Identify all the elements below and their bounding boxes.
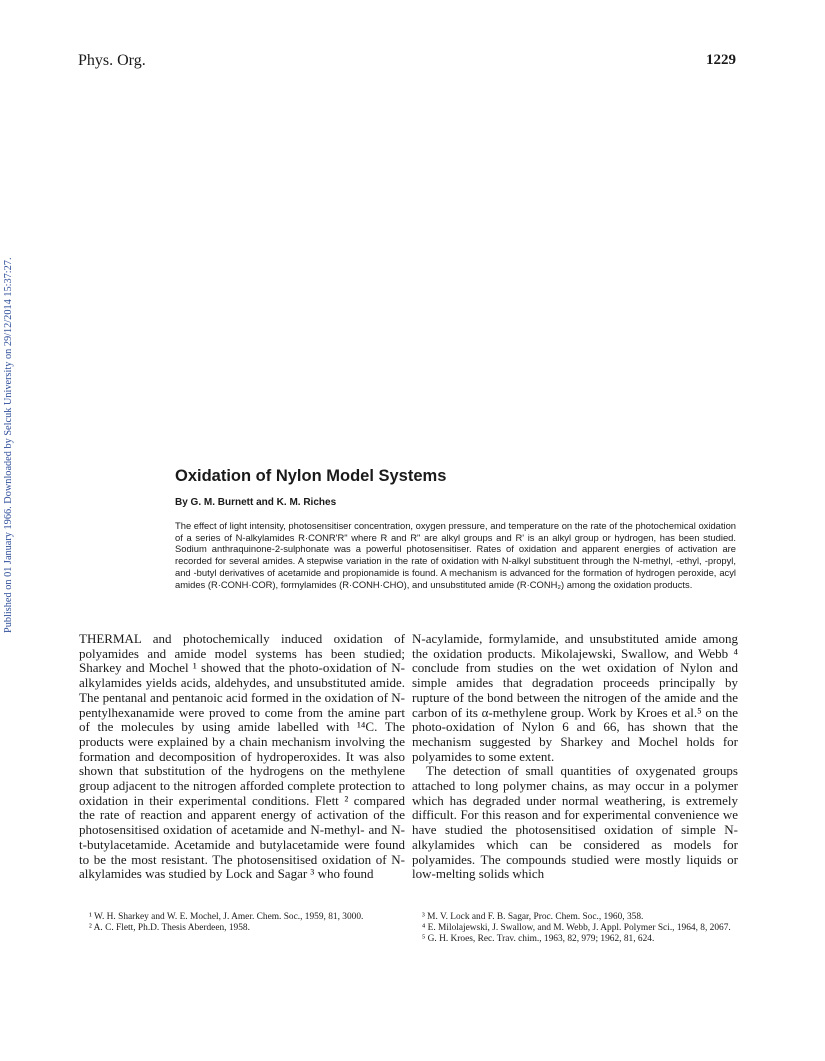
download-watermark[interactable] xyxy=(3,257,19,1033)
download-watermark-text[interactable]: Published on 01 January 1966. Downloaded by Selcuk University on 29/12/2014 15:37:27. xyxy=(3,257,14,633)
journal-section-header: Phys. Org. xyxy=(78,52,146,69)
body-paragraph: N-acylamide, formylamide, and unsubstituted amide among the oxidation products. Mikolajewski, Swallow, and Webb ⁴ conclude from studies on the wet oxidation of Nylon and simple amides that degradation proceeds principally by rupture of the bond between the nitrogen of the amide and the carbon of its α-methylene group. Work by Kroes et al.⁵ on the photo-oxidation of Nylon 6 and 66, has shown that the mechanism suggested by Sharkey and Mochel holds for polyamides to some extent. xyxy=(412,631,738,764)
article-abstract: The effect of light intensity, photosensitiser concentration, oxygen pressure, and temperature on the rate of the photochemical oxidation of a series of N-alkylamides R·CONR'R" where R and R" are alkyl groups and R' is an alkyl group or hydrogen, has been studied. Sodium anthraquinone-2-sulphonate was a powerful photosensitiser. Rates of oxidation and apparent energies of activation are recorded for several amides. A stepwise variation in the rate of oxidation with N-alkyl substituent through the N-methyl, -ethyl, -propyl, and -butyl derivatives of acetamide and propionamide is found. A mechanism is advanced for the formation of hydrogen peroxide, acyl amides (R·CONH·COR), formylamides (R·CONH·CHO), and unsubstituted amide (R·CONH₂) among the oxidation products. xyxy=(175,520,736,590)
article-authors: By G. M. Burnett and K. M. Riches xyxy=(175,497,337,508)
body-column-left xyxy=(79,632,405,882)
article-title: Oxidation of Nylon Model Systems xyxy=(175,467,447,485)
footnote: ¹ W. H. Sharkey and W. E. Mochel, J. Amer. Chem. Soc., 1959, 81, 3000. xyxy=(89,912,364,922)
body-column-right xyxy=(412,632,738,882)
page-number: 1229 xyxy=(706,52,736,68)
footnotes-left xyxy=(79,912,405,934)
footnotes-right xyxy=(412,912,738,944)
footnote: ² A. C. Flett, Ph.D. Thesis Aberdeen, 1958. xyxy=(89,922,250,933)
footnote: ⁵ G. H. Kroes, Rec. Trav. chim., 1963, 82, 979; 1962, 81, 624. xyxy=(422,933,655,944)
body-paragraph: THERMAL and photochemically induced oxidation of polyamides and amide model systems has been studied; Sharkey and Mochel ¹ showed that the photo-oxidation of N-alkylamides yields acids, aldehydes, and unsubstituted amide. The pentanal and pentanoic acid formed in the oxidation of N-pentylhexanamide were proved to come from the amine part of the molecules by using amide labelled with ¹⁴C. The products were explained by a chain mechanism involving the formation and decomposition of hydroperoxides. It was also shown that substitution of the hydrogens on the methylene group adjacent to the nitrogen afforded complete protection to oxidation in their experimental conditions. Flett ² compared the rate of reaction and apparent energy of activation of the photosensitised oxidation of acetamide and N-methyl- and N-t-butylacetamide. Acetamide and butylacetamide were found to be the most resistant. The photosensitised oxidation of N-alkylamides was studied by Lock and Sagar ³ who found xyxy=(79,631,405,882)
body-paragraph: The detection of small quantities of oxygenated groups attached to long polymer chains, as may occur in a polymer which has degraded under normal weathering, is extremely difficult. For this reason and for experimental convenience we have studied the photosensitised oxidation of simple N-alkylamides which can be considered as models for polyamides. The compounds studied were mostly liquids or low-melting solids which xyxy=(412,763,738,882)
footnote: ³ M. V. Lock and F. B. Sagar, Proc. Chem. Soc., 1960, 358. xyxy=(422,912,644,922)
footnote: ⁴ E. Milolajewski, J. Swallow, and M. Webb, J. Appl. Polymer Sci., 1964, 8, 2067. xyxy=(422,922,731,933)
